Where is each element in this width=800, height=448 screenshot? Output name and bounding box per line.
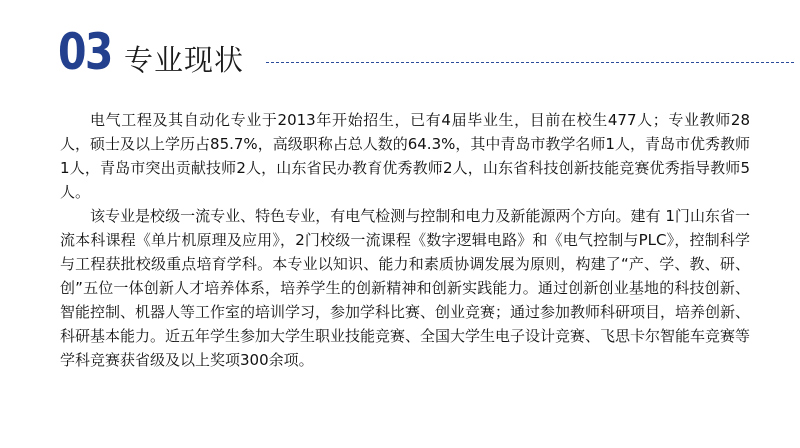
section-title: 专业现状 <box>124 43 245 77</box>
section-header <box>58 24 748 84</box>
section-number: 03 <box>58 23 112 81</box>
header-divider <box>266 62 794 63</box>
paragraph-faculty: 电气工程及其自动化专业于2013年开始招生，已有4届毕业生，目前在校生477人；专业教师28人，硕士及以上学历占85.7%，高级职称占总人数的64.3%，其中青岛市教学名师1人，青岛市优秀教师1人，青岛市突出贡献技师2人，山东省民办教育优秀教师2人，山东省科技创新技能竞赛优秀指导教师5人。 <box>60 111 750 201</box>
paragraph-program: 该专业是校级一流专业、特色专业，有电气检测与控制和电力及新能源两个方向。建有 1门山东省一流本科课程《单片机原理及应用》，2门校级一流课程《数字逻辑电路》和《电气控制与PLC》，控制科学与工程获批校级重点培育学科。本专业以知识、能力和素质协调发展为原则，构建了“产、学、教、研、创”五位一体创新人才培养体系，培养学生的创新精神和创新实践能力。通过创新创业基地的科技创新、智能控制、机器人等工作室的培训学习，参加学科比赛、创业竞赛；通过参加教师科研项目，培养创新、科研基本能力。近五年学生参加大学生职业技能竞赛、全国大学生电子设计竞赛、飞思卡尔智能车竞赛等学科竞赛获省级及以上奖项300余项。 <box>60 207 751 369</box>
body-text <box>60 108 750 372</box>
